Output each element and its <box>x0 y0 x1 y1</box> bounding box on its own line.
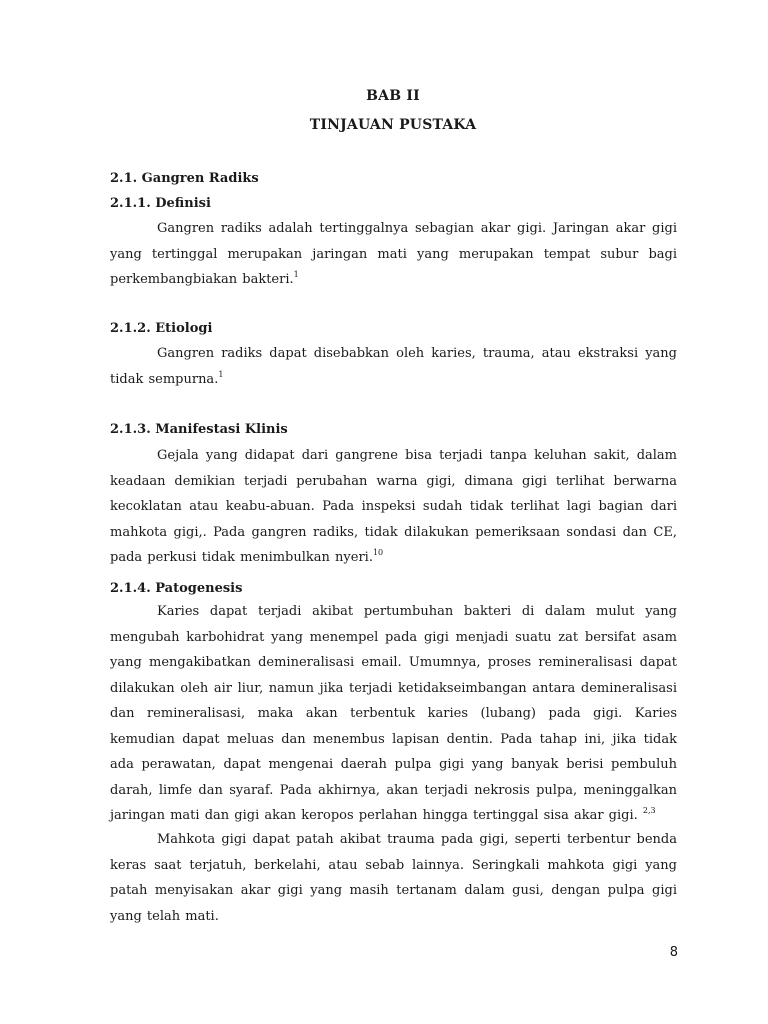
footnote-ref: 10 <box>372 548 384 557</box>
page-number: 8 <box>669 945 678 960</box>
paragraph-manifestasi-text: Gejala yang didapat dari gangrene bisa terjadi tanpa keluhan sakit, dalam keadaan demikian terjadi perubahan warna gigi, dimana gigi terlihat berwarna kecoklatan atau keabu-abuan. Pada inspeksi sudah tidak terlihat lagi bagian dari mahkota gigi,. Pada gangren radiks, tidak dilakukan pemeriksaan sondasi dan CE, pada perkusi tidak menimbulkan nyeri. <box>110 448 677 565</box>
paragraph-patogenesis <box>110 599 677 829</box>
section-heading-2-1-3: 2.1.3. Manifestasi Klinis <box>110 422 288 437</box>
paragraph-patogenesis-2: Mahkota gigi dapat patah akibat trauma pada gigi, seperti terbentur benda keras saat terjatuh, berkelahi, atau sebab lainnya. Seringkali mahkota gigi yang patah menyisakan akar gigi yang masih tertanam dalam gusi, dengan pulpa gigi yang telah mati. <box>110 832 677 924</box>
chapter-number: BAB II <box>366 88 420 104</box>
chapter-title: TINJAUAN PUSTAKA <box>309 117 477 133</box>
paragraph-definisi-text: Gangren radiks adalah tertinggalnya sebagian akar gigi. Jaringan akar gigi yang tertinggal merupakan jaringan mati yang merupakan tempat subur bagi perkembangbiakan bakteri. <box>110 221 677 287</box>
section-heading-2-1-4: 2.1.4. Patogenesis <box>110 581 243 596</box>
footnote-ref: 2,3 <box>642 806 656 815</box>
paragraph-manifestasi <box>110 443 677 571</box>
section-heading-2-1-1: 2.1.1. Definisi <box>110 196 211 211</box>
paragraph-definisi <box>110 216 677 293</box>
section-heading-2-1: 2.1. Gangren Radiks <box>110 171 259 186</box>
paragraph-etiologi <box>110 341 677 392</box>
footnote-ref: 1 <box>293 270 299 279</box>
paragraph-etiologi-text: Gangren radiks dapat disebabkan oleh karies, trauma, atau ekstraksi yang tidak sempurna. <box>110 346 677 387</box>
section-heading-2-1-2: 2.1.2. Etiologi <box>110 321 213 336</box>
paragraph-patogenesis-text: Karies dapat terjadi akibat pertumbuhan bakteri di dalam mulut yang mengubah karbohidrat yang menempel pada gigi menjadi suatu zat bersifat asam yang mengakibatkan demineralisasi email. Umumnya, proses remineralisasi dapat dilakukan oleh air liur, namun jika terjadi ketidakseimbangan antara demineralisasi dan remineralisasi, maka akan terbentuk karies (lubang) pada gigi. Karies kemudian dapat meluas dan menembus lapisan dentin. Pada tahap ini, jika tidak ada perawatan, dapat mengenai daerah pulpa gigi yang banyak berisi pembuluh darah, limfe dan syaraf. Pada akhirnya, akan terjadi nekrosis pulpa, meninggalkan jaringan mati dan gigi akan keropos perlahan hingga tertinggal sisa akar gigi. <box>110 604 677 823</box>
footnote-ref: 1 <box>218 369 224 379</box>
